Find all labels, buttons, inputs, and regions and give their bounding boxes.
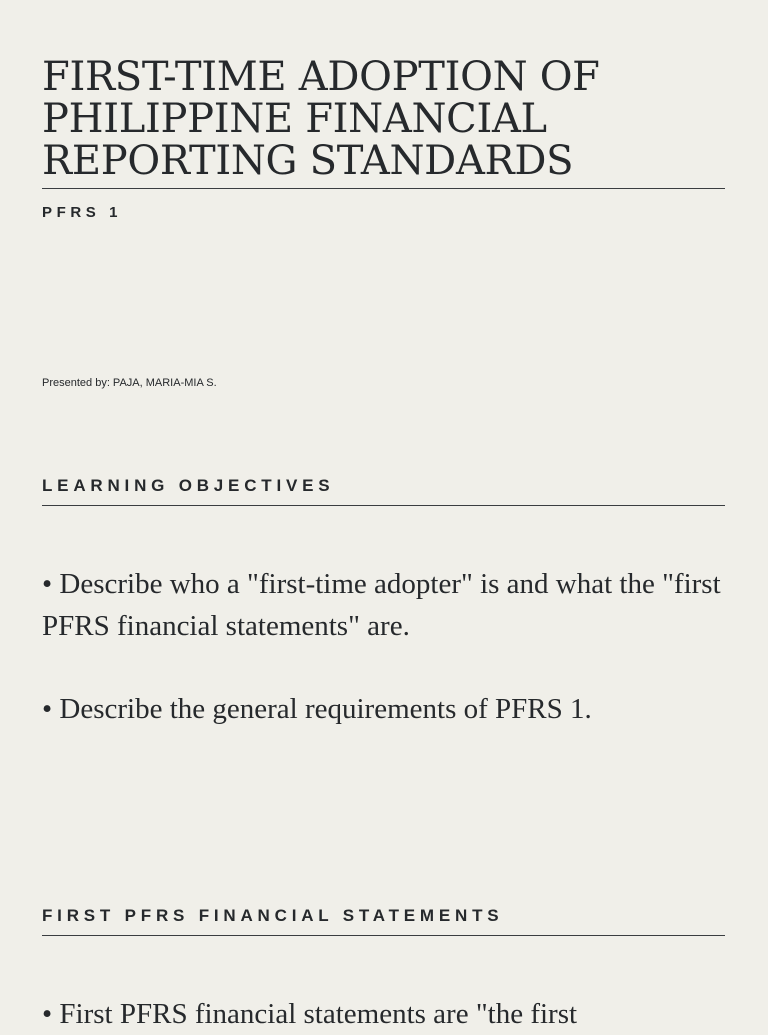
- list-item: • Describe the general requirements of PFRS 1.: [42, 693, 592, 725]
- subtitle: PFRS 1: [42, 204, 123, 221]
- title-line: REPORTING STANDARDS: [42, 138, 574, 184]
- statements-list: [42, 993, 725, 1035]
- title-line: PHILIPPINE FINANCIAL: [42, 96, 547, 142]
- title-divider: [42, 188, 725, 189]
- list-item: • First PFRS financial statements are "the first: [42, 998, 578, 1030]
- section-heading-first-pfrs-financial-statements: FIRST PFRS FINANCIAL STATEMENTS: [42, 906, 504, 925]
- section-divider: [42, 935, 725, 936]
- section-heading-learning-objectives: LEARNING OBJECTIVES: [42, 476, 335, 495]
- document-title: [42, 56, 725, 182]
- section-divider: [42, 505, 725, 506]
- presenter-credit: Presented by: PAJA, MARIA-MIA S.: [42, 377, 217, 389]
- title-block: [42, 56, 725, 182]
- objectives-list: [42, 563, 725, 730]
- title-line: FIRST-TIME ADOPTION OF: [42, 54, 600, 100]
- list-item: • Describe who a "first-time adopter" is and what the "first PFRS financial statements" are.: [42, 568, 721, 642]
